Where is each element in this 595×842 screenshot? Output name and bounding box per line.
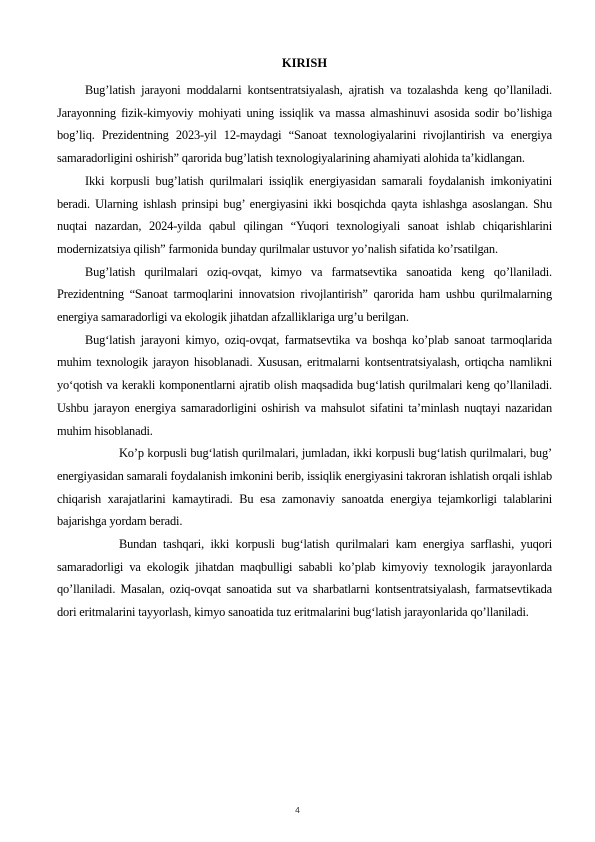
section-title: KIRISH (281, 56, 328, 70)
paragraph-1: Bug’latish jarayoni moddalarni kontsentratsiyalash, ajratish va tozalashda keng qo’llaniladi. Jarayonning fizik-kimyoviy mohiyati uning issiqlik va massa almashinuvi asosida sodir bo’lishiga bog’liq. Prezidentning 2023-yil 12-maydagi “Sanoat texnologiyalarini rivojlantirish va energiya samaradorligini oshirish” qarorida bug’latish texnologiyalarining ahamiyati alohida ta’kidlangan. (57, 83, 552, 166)
page-number: 4 (295, 805, 300, 815)
paragraph-6: Bundan tashqari, ikki korpusli bug‘latish qurilmalari kam energiya sarflashi, yuqori samaradorligi va ekologik jihatdan maqbulligi sababli ko’plab kimyoviy texnologik jarayonlarda qo’llaniladi. Masalan, oziq-ovqat sanoatida sut va sharbatlarni kontsentratsiyalash, farmatsevtikada dori eritmalarini tayyorlash, kimyo sanoatida tuz eritmalarini bug‘latish jarayonlarida qo’llaniladi. (57, 537, 552, 620)
paragraph-4: Bug‘latish jarayoni kimyo, oziq-ovqat, farmatsevtika va boshqa ko’plab sanoat tarmoqlarida muhim texnologik jarayon hisoblanadi. Xususan, eritmalarni kontsentratsiyalash, ortiqcha namlikni yo‘qotish va kerakli komponentlarni ajratib olish maqsadida bug‘latish qurilmalari keng qo’llaniladi. Ushbu jarayon energiya samaradorligini oshirish va mahsulot sifatini ta’minlash nuqtayi nazaridan muhim hisoblanadi. (57, 332, 552, 438)
paragraph-5: Ko’p korpusli bug‘latish qurilmalari, jumladan, ikki korpusli bug‘latish qurilmalari, bug’ energiyasidan samarali foydalanish imkonini berib, issiqlik energiyasini takroran ishlatish orqali ishlab chiqarish xarajatlarini kamaytiradi. Bu esa zamonaviy sanoatda energiya tejamkorligi talablarini bajarishga yordam beradi. (57, 446, 552, 529)
document-page (57, 51, 552, 624)
paragraph-2: Ikki korpusli bug’latish qurilmalari issiqlik energiyasidan samarali foydalanish imkoniyatini beradi. Ularning ishlash prinsipi bug’ energiyasini ikki bosqichda qayta ishlashga asoslangan. Shu nuqtai nazardan, 2024-yilda qabul qilingan “Yuqori texnologiyali sanoat ishlab chiqarishlarini modernizatsiya qilish” farmonida bunday qurilmalar ustuvor yo’nalish sifatida ko’rsatilgan. (57, 173, 552, 256)
paragraph-3: Bug’latish qurilmalari oziq-ovqat, kimyo va farmatsevtika sanoatida keng qo’llaniladi. Prezidentning “Sanoat tarmoqlarini innovatsion rivojlantirish” qarorida ham ushbu qurilmalarning energiya samaradorligi va ekologik jihatdan afzalliklariga urg’u berilgan. (57, 264, 552, 325)
